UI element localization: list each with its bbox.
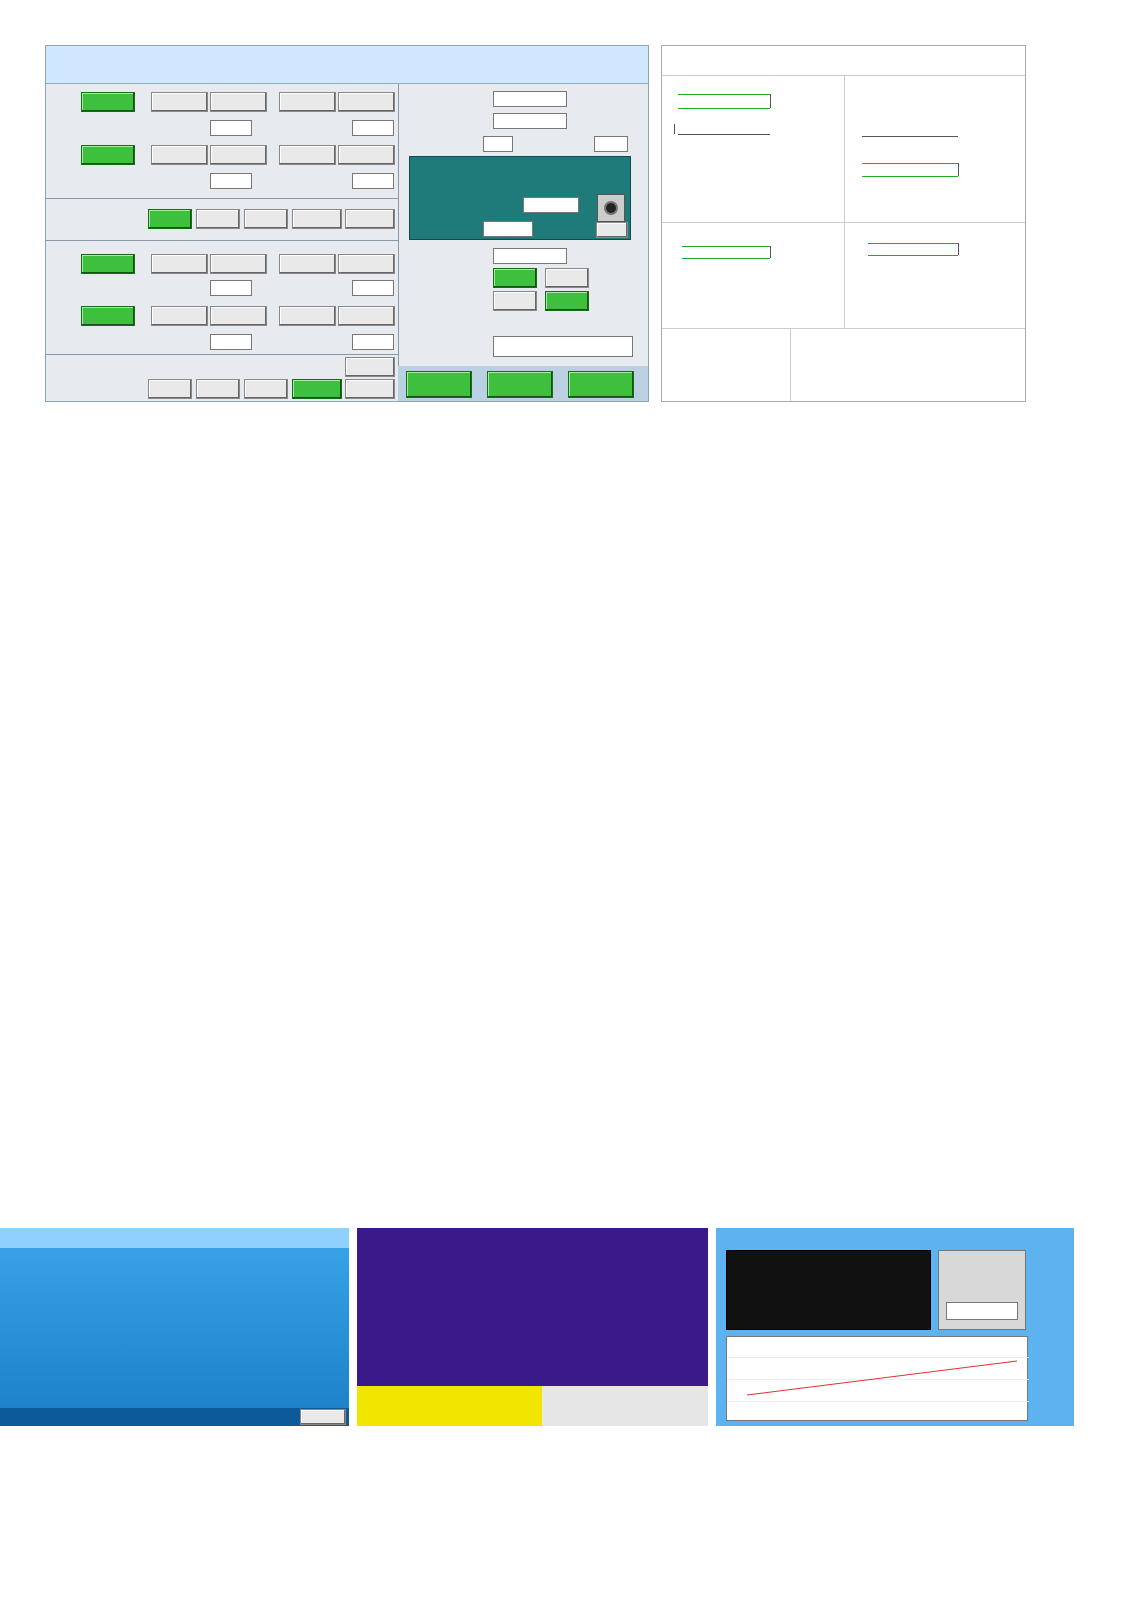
run-chart-screenshot [716,1228,1074,1426]
factory-settings-panel [45,45,649,402]
status-button[interactable] [345,357,395,377]
al3-value-input[interactable] [210,280,252,296]
al1-none-button[interactable] [81,92,135,112]
relay2-al3-button[interactable] [196,379,240,399]
al2-lower-abs-button[interactable] [338,145,395,165]
al1-value-input[interactable] [210,120,252,136]
s3-small-value [946,1302,1018,1320]
relay2-and-button[interactable] [292,379,342,399]
al1-upper-abs-button[interactable] [279,92,336,112]
al1-hys-input[interactable] [352,120,394,136]
al4-lower-abs-button[interactable] [338,306,395,326]
exit-button[interactable] [568,371,634,398]
comp-delay-input[interactable] [483,221,533,237]
al4-lower-rel-button[interactable] [210,306,267,326]
al2-lower-rel-button[interactable] [210,145,267,165]
cool-button[interactable] [596,222,628,238]
al4-hys-input[interactable] [352,334,394,350]
al1-lower-abs-button[interactable] [338,92,395,112]
stop-button[interactable] [545,268,589,288]
const-range-input[interactable] [493,248,567,264]
ctrl-period-input[interactable] [493,113,567,129]
panel-header [46,46,649,84]
run-view-screenshot [357,1228,708,1426]
water-on-button[interactable] [493,291,537,311]
al2-none-button[interactable] [81,145,135,165]
pid-button[interactable] [406,371,472,398]
al3-hys-input[interactable] [352,280,394,296]
al2-upper-rel-button[interactable] [151,145,208,165]
relay1-none-button[interactable] [148,209,192,229]
sv-pv-input[interactable] [523,197,579,213]
al3-lower-abs-button[interactable] [338,254,395,274]
s1-exit-button[interactable] [300,1409,346,1425]
disp-filter-input[interactable] [594,136,628,152]
al4-value-input[interactable] [210,334,252,350]
al4-upper-abs-button[interactable] [279,306,336,326]
alarm-diagram [661,45,1026,402]
main-title-input[interactable] [493,336,633,357]
al2-hys-input[interactable] [352,173,394,189]
program-edit-screenshot [0,1228,349,1426]
al2-upper-abs-button[interactable] [279,145,336,165]
relay2-or-button[interactable] [345,379,395,399]
fan-icon [597,194,625,222]
s3-chart-area [726,1336,1028,1421]
al4-none-button[interactable] [81,306,135,326]
relay1-and-button[interactable] [292,209,342,229]
relay1-al1-button[interactable] [196,209,240,229]
enable-button[interactable] [493,268,537,288]
relay2-al4-button[interactable] [244,379,288,399]
addr-button[interactable] [487,371,553,398]
al2-value-input[interactable] [210,173,252,189]
relay1-or-button[interactable] [345,209,395,229]
al3-none-button[interactable] [81,254,135,274]
al3-upper-abs-button[interactable] [279,254,336,274]
al4-upper-rel-button[interactable] [151,306,208,326]
relay1-al2-button[interactable] [244,209,288,229]
al1-upper-rel-button[interactable] [151,92,208,112]
filter-input[interactable] [483,136,513,152]
al3-lower-rel-button[interactable] [210,254,267,274]
al1-lower-rel-button[interactable] [210,92,267,112]
water-off-button[interactable] [545,291,589,311]
temp-offset-input[interactable] [493,91,567,107]
relay2-none-button[interactable] [148,379,192,399]
al3-upper-rel-button[interactable] [151,254,208,274]
